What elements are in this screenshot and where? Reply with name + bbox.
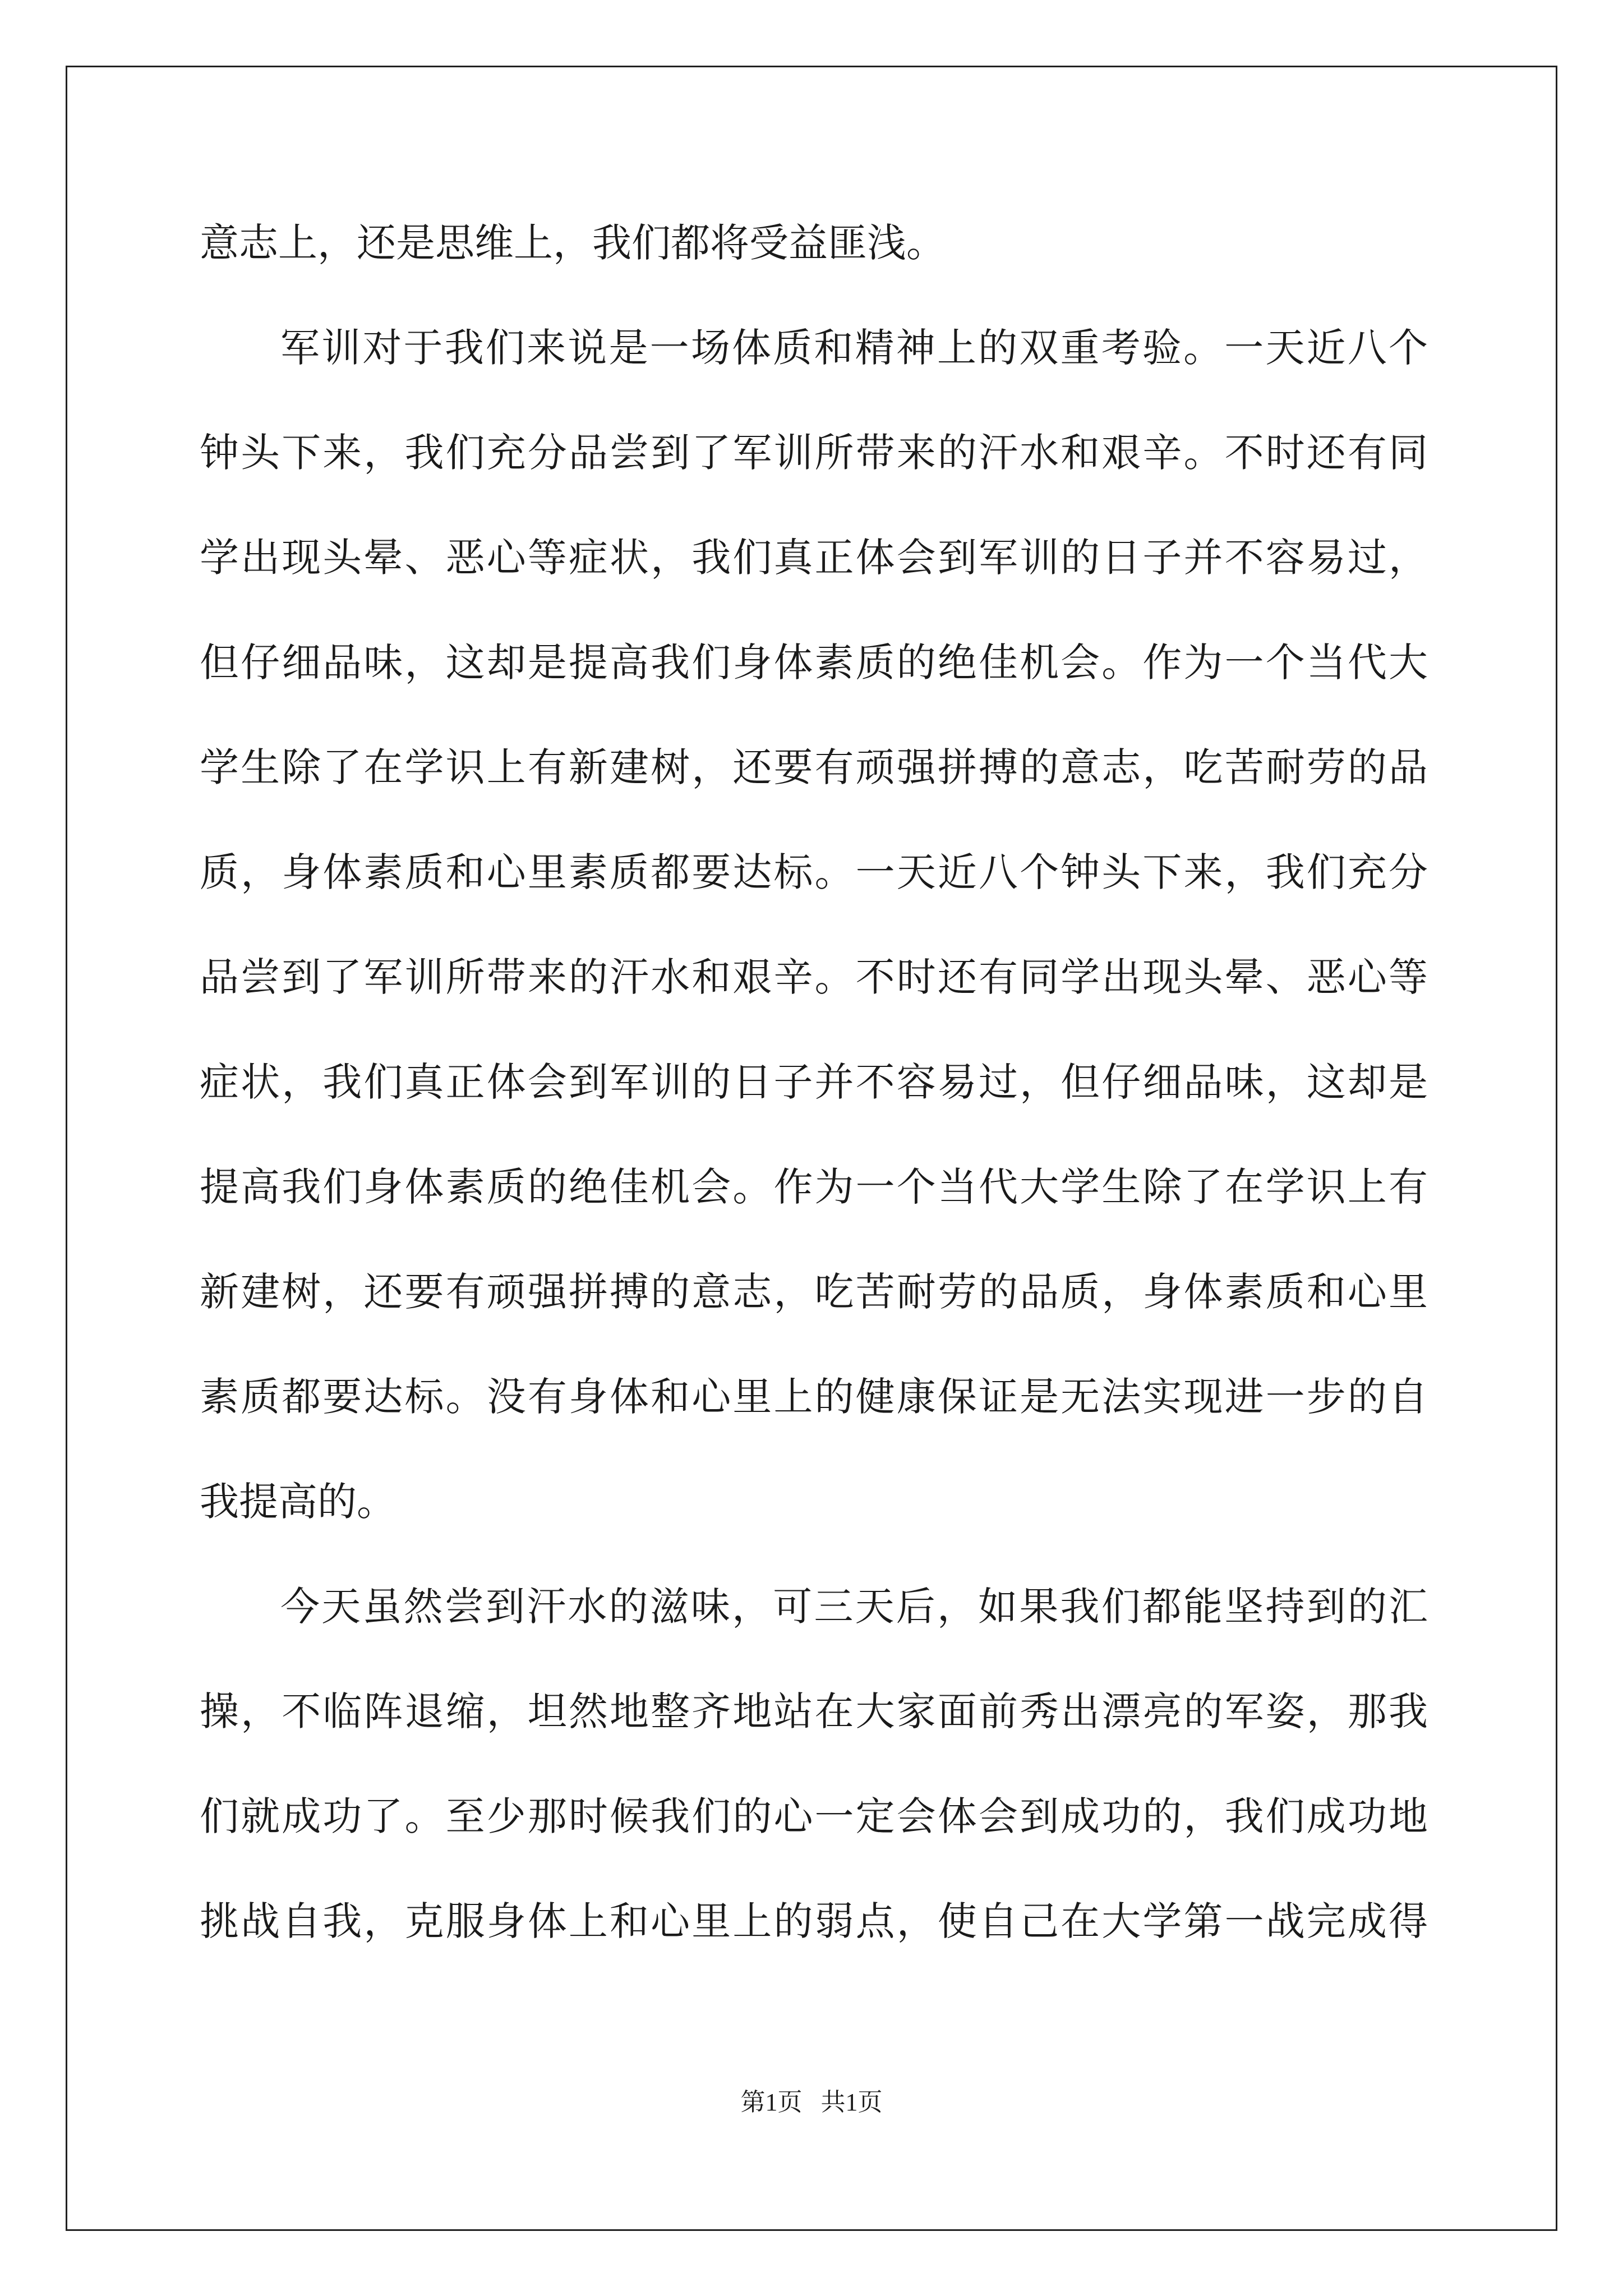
text-line: 质，身体素质和心里素质都要达标。一天近八个钟头下来，我们充分 xyxy=(200,849,1428,895)
text-line: 但仔细品味，这却是提高我们身体素质的绝佳机会。作为一个当代大 xyxy=(200,639,1428,685)
text-line: 症状，我们真正体会到军训的日子并不容易过，但仔细品味，这却是 xyxy=(200,1059,1428,1105)
text-line: 挑战自我，克服身体上和心里上的弱点，使自己在大学第一战完成得 xyxy=(200,1898,1428,1944)
text-line: 学生除了在学识上有新建树，还要有顽强拼搏的意志，吃苦耐劳的品 xyxy=(200,744,1428,790)
text-line: 提高我们身体素质的绝佳机会。作为一个当代大学生除了在学识上有 xyxy=(200,1164,1428,1210)
paragraph-first-line: 军训对于我们来说是一场体质和精神上的双重考验。一天近八个 xyxy=(280,325,1428,371)
page-total: 共1页 xyxy=(820,2088,883,2116)
text-line: 钟头下来，我们充分品尝到了军训所带来的汗水和艰辛。不时还有同 xyxy=(200,430,1428,476)
text-line: 品尝到了军训所带来的汗水和艰辛。不时还有同学出现头晕、恶心等 xyxy=(200,954,1428,1000)
text-line: 们就成功了。至少那时候我们的心一定会体会到成功的，我们成功地 xyxy=(200,1793,1428,1839)
text-line: 意志上，还是思维上，我们都将受益匪浅。 xyxy=(200,220,946,266)
paragraph-first-line: 今天虽然尝到汗水的滋味，可三天后，如果我们都能坚持到的汇 xyxy=(280,1584,1428,1630)
text-line: 操，不临阵退缩，坦然地整齐地站在大家面前秀出漂亮的军姿，那我 xyxy=(200,1688,1428,1734)
text-line: 我提高的。 xyxy=(200,1479,396,1525)
page-number: 第1页 xyxy=(740,2088,803,2116)
text-line: 素质都要达标。没有身体和心里上的健康保证是无法实现进一步的自 xyxy=(200,1374,1428,1420)
text-line: 新建树，还要有顽强拼搏的意志，吃苦耐劳的品质，身体素质和心里 xyxy=(200,1269,1428,1315)
page-footer xyxy=(0,2086,1623,2119)
document-body xyxy=(200,191,1428,1974)
text-line: 学出现头晕、恶心等症状，我们真正体会到军训的日子并不容易过， xyxy=(200,535,1428,581)
